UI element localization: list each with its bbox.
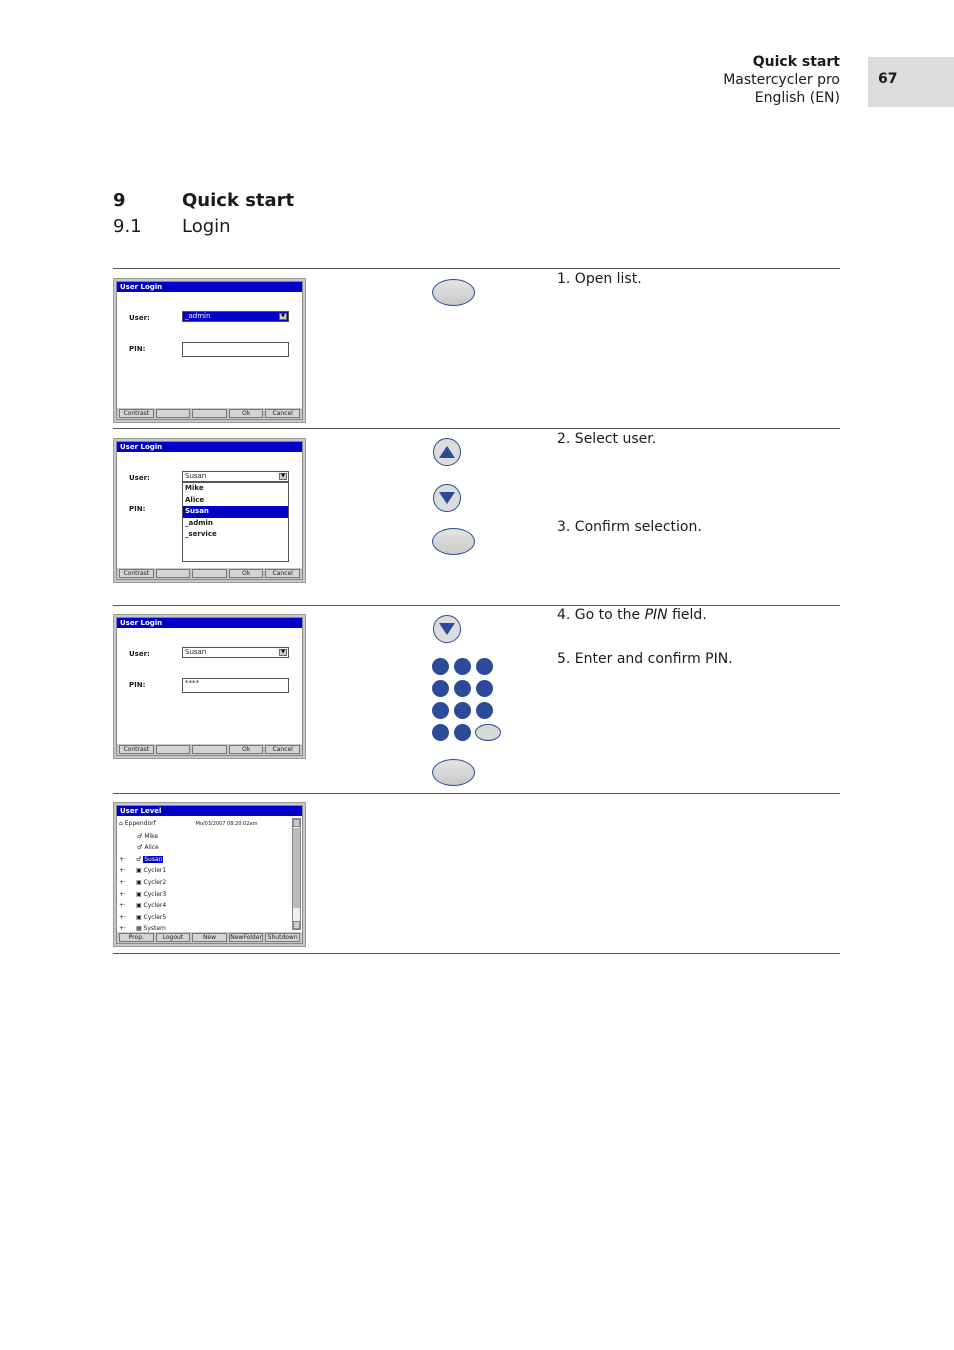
numeric-key[interactable] [476,702,493,719]
ok-button[interactable]: Ok [229,569,264,578]
step-4-text: 4. Go to the [557,607,645,623]
enter-key[interactable] [432,528,475,555]
user-dropdown-list [182,482,289,562]
scroll-up-icon[interactable] [293,819,300,827]
login-screen-2 [113,438,306,583]
scroll-thumb[interactable] [293,828,300,908]
timestamp: Mo/03/2007 08:20:02am [195,821,258,827]
tree-item-label: Cycler4 [143,902,167,910]
section-number: 9.1 [113,216,142,237]
cycler-icon: ▣ [135,878,142,886]
enter-key[interactable] [432,759,475,786]
clear-key[interactable] [475,724,501,741]
cycler-icon: ▣ [135,890,142,898]
expand-icon: +· [119,867,126,875]
tree-root-label: Eppendorf [124,820,156,827]
user-select[interactable] [182,471,289,482]
tree-item-label: Cycler2 [143,878,167,886]
softkey-bar [117,744,302,755]
arrow-down-icon [439,492,455,504]
user-select[interactable] [182,647,289,658]
ok-button[interactable]: Ok [229,409,264,418]
expand-icon: +· [119,855,126,863]
chevron-down-icon[interactable]: ▼ [279,649,287,656]
tree-item-label: Alice [144,844,159,852]
system-icon: ▦ [135,925,142,933]
expand-icon: +· [119,902,126,910]
new-folder-button[interactable]: NewFolder [230,934,262,941]
step-4-field-name: PIN [644,607,668,623]
arrow-down-icon [439,623,455,635]
tree-item[interactable] [119,900,257,912]
table-rule [113,793,840,794]
login-screen-3 [113,614,306,759]
pin-label: PIN: [129,681,146,689]
cancel-button[interactable]: Cancel [265,569,300,578]
list-item[interactable]: Alice [185,495,205,504]
header-product: Mastercycler pro [723,72,840,88]
arrow-down-key[interactable] [433,484,461,512]
user-select-value: Susan [185,648,207,656]
step-4 [557,607,707,623]
network-icon: ⌂ [119,820,123,827]
chevron-down-icon[interactable]: ▼ [279,313,287,320]
contrast-button[interactable]: Contrast [119,569,154,578]
contrast-button[interactable]: Contrast [119,409,154,418]
expand-icon: +· [119,890,126,898]
softkey-bar [117,568,302,579]
user-select-value: _admin [185,312,211,320]
softkey-bar [117,932,302,943]
user-select[interactable] [182,311,289,322]
blank-button[interactable] [156,409,191,418]
step-4-text-end: field. [667,607,707,623]
tree-item-label: Cycler3 [143,890,167,898]
tree-item[interactable] [119,842,257,854]
login-screen-1 [113,278,306,423]
numeric-key[interactable] [432,658,449,675]
user-icon: ♂ [137,844,143,852]
list-item[interactable]: _admin [185,518,213,527]
scroll-down-icon[interactable] [293,921,300,929]
shutdown-button[interactable]: Shutdown [265,933,300,942]
blank-button[interactable] [192,569,227,578]
tree-item-label: Cycler5 [143,913,167,921]
arrow-up-icon [439,446,455,458]
pin-input[interactable]: **** [182,678,289,693]
user-label: User: [129,474,150,482]
step-5: 5. Enter and confirm PIN. [557,651,733,667]
numeric-key[interactable] [454,680,471,697]
arrow-down-key[interactable] [433,615,461,643]
tree-item[interactable] [119,912,257,924]
running-header [723,53,840,107]
tree-item[interactable] [119,877,257,889]
user-label: User: [129,650,150,658]
ok-button[interactable]: Ok [229,745,264,754]
pin-label: PIN: [129,345,146,353]
softkey-bar [117,408,302,419]
chapter-number: 9 [113,190,126,211]
header-language: English (EN) [754,90,840,106]
cycler-icon: ▣ [135,913,142,921]
pin-input[interactable] [182,342,289,357]
tree-item-selected[interactable] [119,854,257,866]
chapter-heading [113,190,294,211]
cancel-button[interactable]: Cancel [265,745,300,754]
step-1: 1. Open list. [557,271,642,287]
scrollbar[interactable] [292,818,301,930]
screen-title: User Login [117,282,302,292]
step-3: 3. Confirm selection. [557,519,702,535]
table-rule [113,605,840,606]
table-rule [113,953,840,954]
list-item-selected[interactable]: Susan [183,506,288,518]
expand-icon: +· [119,925,126,933]
table-rule [113,268,840,269]
section-title: Login [182,216,231,237]
list-item[interactable]: Mike [185,484,204,492]
pin-label: PIN: [129,505,146,513]
blank-button[interactable] [192,745,227,754]
blank-button[interactable] [192,409,227,418]
page-number: 67 [868,57,954,107]
prop-button[interactable]: Prop. [119,933,154,942]
user-tree [119,818,257,935]
numeric-key[interactable] [432,724,449,741]
numeric-key[interactable] [476,658,493,675]
screen-title: User Login [117,618,302,628]
expand-icon: +· [119,913,126,921]
arrow-up-key[interactable] [433,438,461,466]
enter-key[interactable] [432,279,475,306]
cancel-button[interactable]: Cancel [265,409,300,418]
user-level-screen [113,802,306,947]
numeric-key[interactable] [476,680,493,697]
tree-item-label: Cycler1 [143,867,167,875]
tree-item-label: System [143,925,166,933]
tree-item[interactable] [119,889,257,901]
header-section: Quick start [752,54,840,70]
user-icon: ♂ [137,832,143,840]
tree-item[interactable] [119,831,257,843]
section-heading [113,216,231,237]
user-label: User: [129,314,150,322]
numeric-key[interactable] [432,680,449,697]
new-button[interactable]: New [192,933,227,942]
user-icon: ♂ [135,855,142,863]
blank-button[interactable] [156,569,191,578]
tree-root[interactable] [119,818,257,831]
tree-item-label: Mike [144,832,159,840]
screen-title: User Level [117,806,302,816]
cycler-icon: ▣ [135,902,142,910]
blank-button[interactable] [156,745,191,754]
tree-item[interactable] [119,865,257,877]
table-rule [113,428,840,429]
numeric-key[interactable] [454,724,471,741]
numeric-key[interactable] [432,702,449,719]
logout-button[interactable]: Logout [156,933,191,942]
step-2: 2. Select user. [557,431,657,447]
tree-item-label: Susan [144,855,163,863]
contrast-button[interactable]: Contrast [119,745,154,754]
screen-title: User Login [117,442,302,452]
chevron-down-icon[interactable]: ▼ [279,473,287,480]
numeric-key[interactable] [454,658,471,675]
numeric-key[interactable] [454,702,471,719]
cycler-icon: ▣ [135,867,142,875]
user-select-value: Susan [185,472,207,480]
chapter-title: Quick start [182,190,295,211]
list-item[interactable]: _service [185,530,217,538]
expand-icon: +· [119,878,126,886]
